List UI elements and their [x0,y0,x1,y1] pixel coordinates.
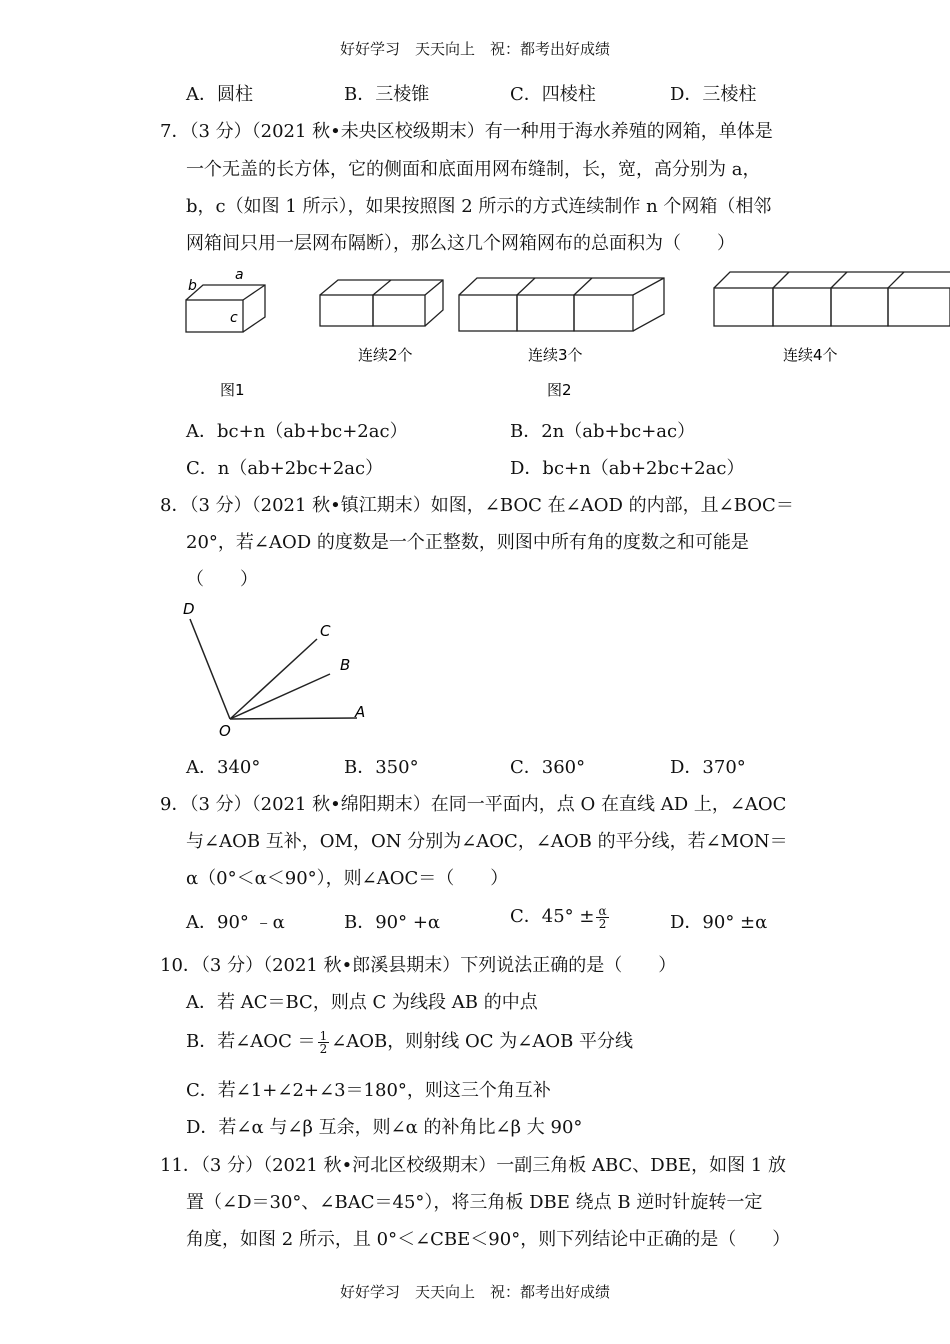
point-c: C [320,622,331,640]
q8-line-3: （ ） [186,569,258,590]
ray-oc [230,639,317,719]
q8-option-a: A．340° [186,757,261,778]
fig2-caption: 图2 [547,381,572,399]
caption-2: 连续2个 [358,346,413,364]
q10-option-b-fraction [318,1030,330,1055]
q8-line-1: 8．（3 分）（2021 秋•镇江期末）如图，∠BOC 在∠AOD 的内部，且∠BOC＝ [160,495,794,516]
q7-line-4: 网箱间只用一层网布隔断），那么这几个网箱网布的总面积为（ ） [186,233,735,254]
boxes-4 [714,272,950,326]
ray-od [190,619,230,719]
q9-option-c-fraction [596,905,608,930]
q7-figure [180,262,950,402]
q7-line-2: 一个无盖的长方体，它的侧面和底面用网布缝制，长，宽，高分别为 a， [186,159,761,180]
label-c: c [230,310,238,326]
frac-denominator: 2 [598,916,607,931]
q11-line-3: 角度，如图 2 所示，且 0°＜∠CBE＜90°，则下列结论中正确的是（ ） [186,1229,791,1250]
q6-option-c: C．四棱柱 [510,84,596,105]
caption-4: 连续4个 [783,346,838,364]
q11-line-1: 11．（3 分）（2021 秋•河北区校级期末）一副三角板 ABC、DBE，如图 1 放 [160,1155,786,1176]
page-header: 好好学习 天天向上 祝：都考出好成绩 [339,40,610,58]
point-d: D [183,600,195,618]
q9-option-d: D．90° ±α [670,912,768,933]
q9-option-b: B．90° +α [344,912,441,933]
q10-line-1: 10．（3 分）（2021 秋•郎溪县期末）下列说法正确的是（ ） [160,955,677,976]
point-a: A [355,703,366,721]
q10-option-b-pre: B．若∠AOC ＝ [186,1031,316,1052]
q8-option-c: C．360° [510,757,586,778]
q8-angle-figure [175,595,375,745]
q8-option-d: D．370° [670,757,746,778]
q9-line-3: α（0°＜α＜90°），则∠AOC＝（ ） [186,868,509,889]
q7-line-3: b，c（如图 1 所示），如果按照图 2 所示的方式连续制作 n 个网箱（相邻 [186,196,772,217]
q6-option-d: D．三棱柱 [670,84,757,105]
frac-numerator: 1 [319,1028,328,1043]
ray-ob [230,674,330,719]
q8-option-b: B．350° [344,757,419,778]
q10-option-d: D．若∠α 与∠β 互余，则∠α 的补角比∠β 大 90° [186,1117,583,1138]
boxes-2 [320,280,443,326]
q6-option-b: B．三棱锥 [344,84,430,105]
q9-option-c-text: C．45° ± [510,906,595,927]
q7-option-c: C．n（ab+2bc+2ac） [186,458,384,479]
q7-line-1: 7．（3 分）（2021 秋•未央区校级期末）有一种用于海水养殖的网箱，单体是 [160,121,773,142]
point-o: O [219,722,231,740]
frac-numerator: α [598,903,607,918]
page-footer: 好好学习 天天向上 祝：都考出好成绩 [339,1283,610,1301]
q10-option-b-post: ∠AOB，则射线 OC 为∠AOB 平分线 [331,1031,634,1052]
q11-line-2: 置（∠D＝30°、∠BAC＝45°），将三角板 DBE 绕点 B 逆时针旋转一定 [186,1192,763,1213]
box-figure-1 [186,285,265,332]
point-b: B [340,656,351,674]
label-b: b [188,278,197,294]
q9-line-2: 与∠AOB 互补，OM，ON 分别为∠AOC，∠AOB 的平分线，若∠MON＝ [186,831,788,852]
q10-option-b [186,1027,633,1055]
frac-denominator: 2 [319,1041,328,1056]
q6-option-a: A．圆柱 [186,84,253,105]
q7-option-a: A．bc+n（ab+bc+2ac） [186,421,408,442]
q10-option-a: A．若 AC＝BC，则点 C 为线段 AB 的中点 [186,992,538,1013]
label-a: a [235,267,244,283]
q7-option-d: D．bc+n（ab+2bc+2ac） [510,458,745,479]
q8-line-2: 20°，若∠AOD 的度数是一个正整数，则图中所有角的度数之和可能是 [186,532,749,553]
q7-option-b: B．2n（ab+bc+ac） [510,421,696,442]
q9-line-1: 9．（3 分）（2021 秋•绵阳期末）在同一平面内，点 O 在直线 AD 上，∠AOC [160,794,787,815]
q10-option-c: C．若∠1+∠2+∠3＝180°，则这三个角互补 [186,1080,551,1101]
fig1-caption: 图1 [220,381,245,399]
ray-oa [230,718,357,719]
boxes-3 [459,278,664,331]
q9-option-a: A．90° ﹣α [186,912,285,933]
q9-option-c [510,902,611,930]
caption-3: 连续3个 [528,346,583,364]
